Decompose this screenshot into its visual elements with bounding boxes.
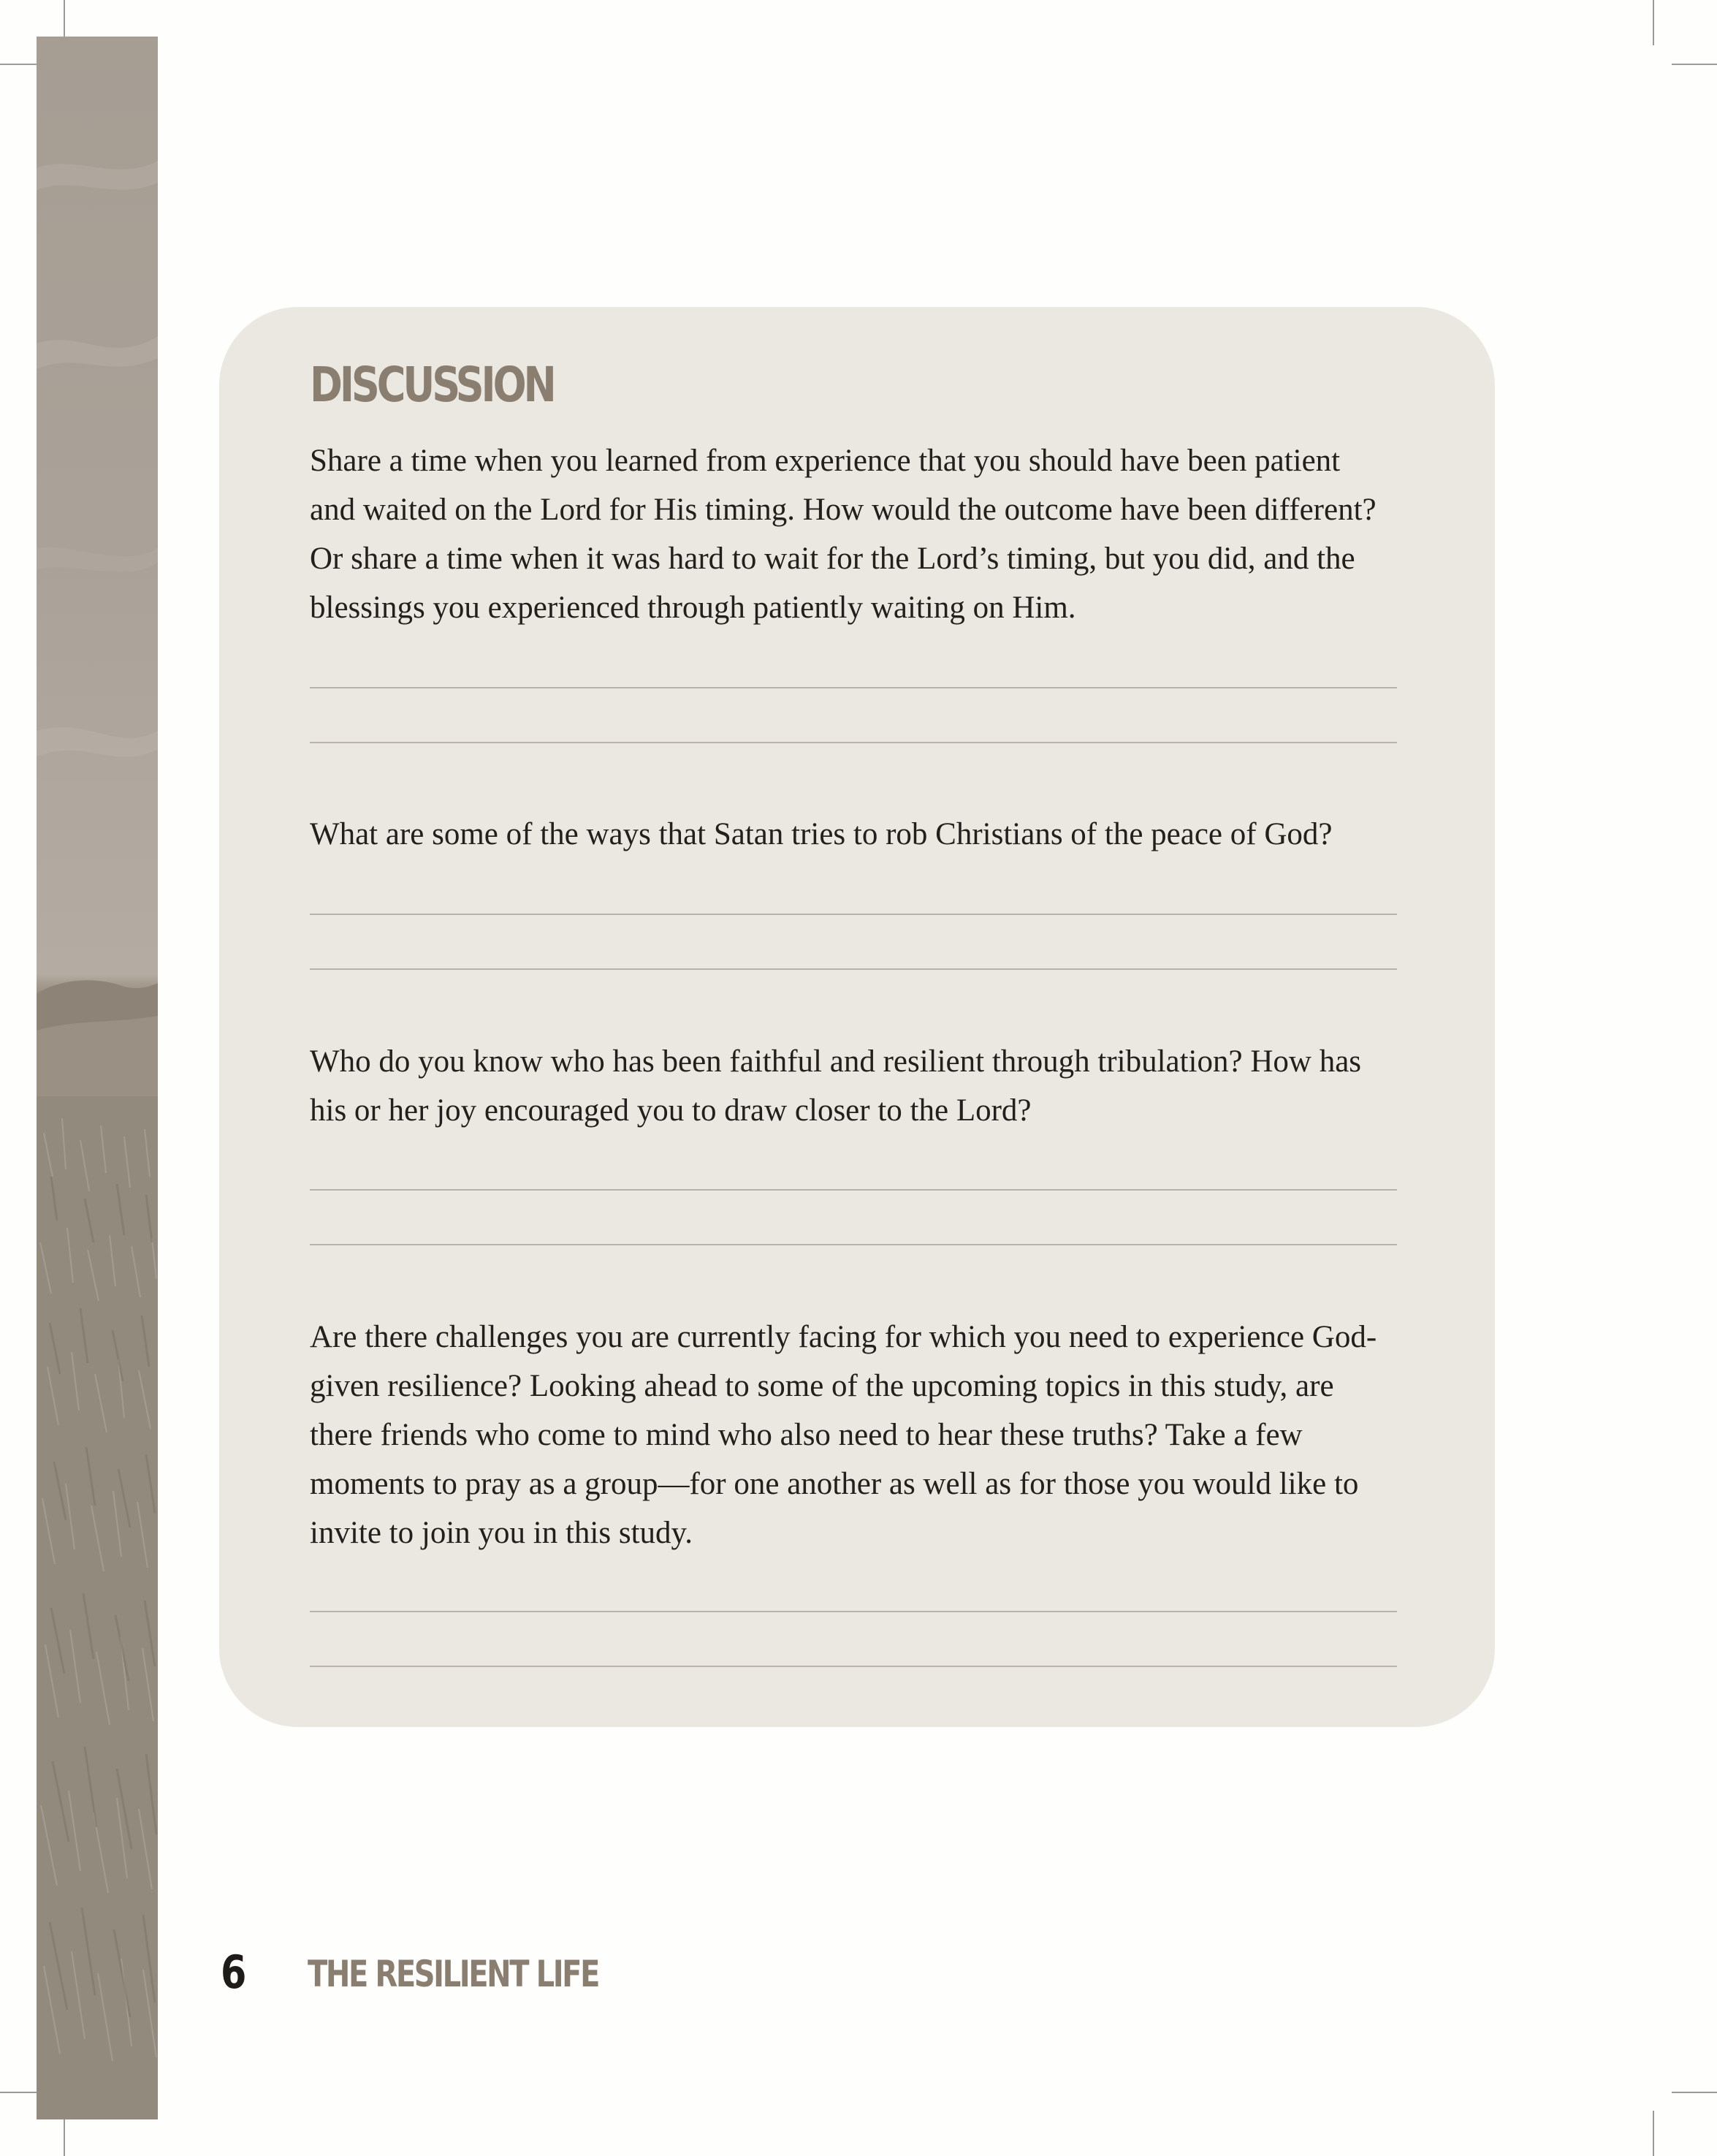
answer-line [310,1666,1397,1667]
discussion-question-3: Who do you know who has been faithful and resilient through tribulation? How has his or her joy encouraged you to draw closer to the Lord? [310,1044,1362,1128]
crop-mark-bottom-right-vertical [1653,2111,1654,2156]
discussion-heading: DISCUSSION [310,357,554,413]
crop-mark-top-right-vertical [1653,0,1654,45]
answer-line [310,1189,1397,1191]
discussion-question-1: Share a time when you learned from experience that you should have been patient and waited on the Lord for His timing. How would the outcome have been different? Or share a time when it was hard to wait for the Lord’s timing, but you did, and the blessings you experienced through patiently waiting on Him. [310,444,1377,625]
page-number: 6 [221,1946,247,1999]
answer-line [310,914,1397,915]
book-running-title: THE RESILIENT LIFE [308,1953,599,1995]
answer-line [310,968,1397,970]
discussion-panel [219,307,1495,1727]
answer-line [310,687,1397,688]
answer-line [310,1611,1397,1612]
crop-mark-top-right-horizontal [1672,64,1717,65]
discussion-question-2: What are some of the ways that Satan tries to rob Christians of the peace of God? [310,817,1333,851]
answer-line [310,1244,1397,1245]
answer-line [310,742,1397,743]
landscape-photo-strip [37,37,158,2119]
discussion-question-4: Are there challenges you are currently facing for which you need to experience God-given resilience? Looking ahead to some of the upcoming topics in this study, are there friends who come to mind who also need to hear these truths? Take a few moments to pray as a group—for one another as well as for those you would like to invite to join you in this study. [310,1320,1377,1550]
crop-mark-bottom-right-horizontal [1672,2092,1717,2093]
